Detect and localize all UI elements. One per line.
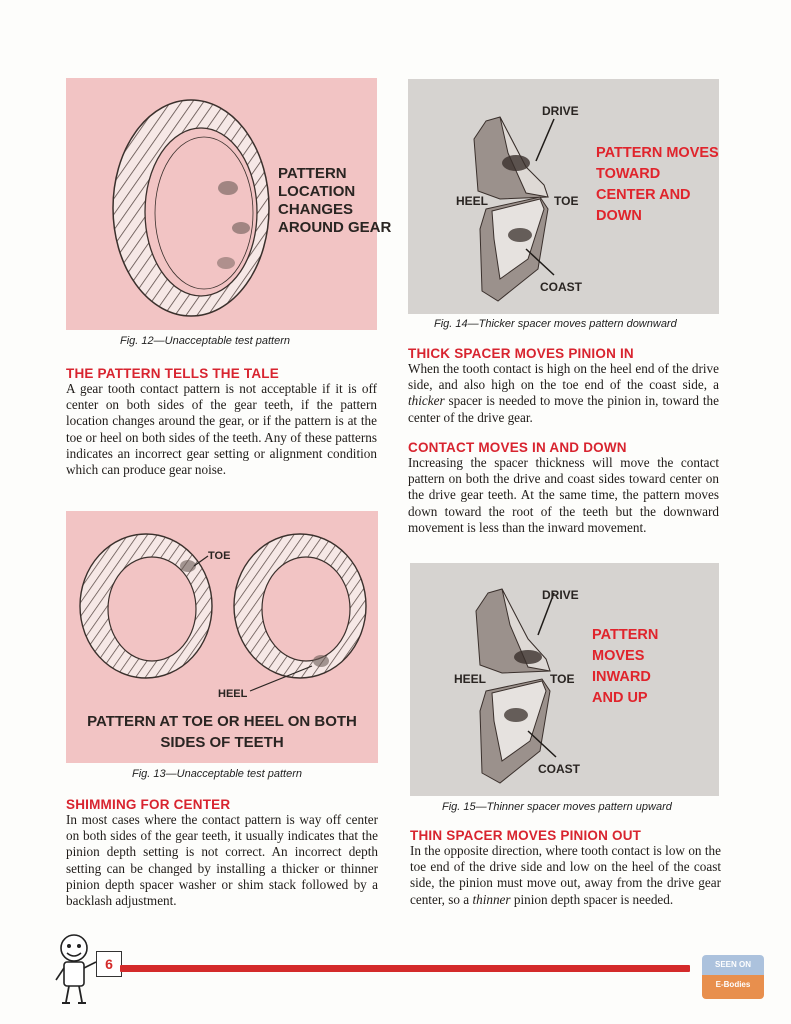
shimming-heading: SHIMMING FOR CENTER [66, 797, 231, 812]
thin-spacer-body-before: In the opposite direction, where tooth contact is low on the toe end of the drive side and low on the heel of the coast side, the pinion must move out, away from the drive gear center, so a [410, 843, 721, 907]
pinion-contact-illustration [408, 79, 719, 314]
thin-spacer-body [410, 843, 721, 908]
ring-gear-illustration [66, 78, 392, 330]
thin-spacer-heading: THIN SPACER MOVES PINION OUT [410, 828, 642, 843]
pattern-tells-heading: THE PATTERN TELLS THE TALE [66, 366, 279, 381]
footer-rule [120, 965, 690, 972]
fig12-caption: Fig. 12—Unacceptable test pattern [120, 335, 290, 347]
thick-spacer-body-after: spacer is needed to move the pinion in, toward the center of the drive gear. [408, 393, 719, 425]
figure-14 [408, 79, 719, 314]
watermark-top: SEEN ON [714, 960, 751, 969]
fig14-red-line-4: DOWN [596, 208, 642, 224]
page-number: 6 [96, 951, 122, 977]
fig15-coast-label: COAST [538, 762, 580, 776]
watermark-bottom: E-Bodies [715, 980, 751, 989]
watermark-logo [702, 955, 764, 999]
fig13-label-line-1: PATTERN AT TOE OR HEEL ON BOTH [87, 713, 357, 730]
fig14-drive-label: DRIVE [542, 104, 579, 118]
pattern-tells-body: A gear tooth contact pattern is not acceptable if it is off center on both sides of the gear teeth, if the pattern location changes around the gear, or if the pattern is at the toe or heel on both sides of the teeth. Any of these patterns indicates an incorrect gear setting or alignment condition which can produce gear noise. [66, 381, 377, 478]
fig12-label-line-2: LOCATION [278, 183, 356, 200]
shimming-body: In most cases where the contact pattern is way off center on both sides of the gear teeth, it usually indicates that the pinion depth setting is not correct. An incorrect depth setting can be changed by installing a thicker or thinner pinion depth spacer washer or shim stack followed by a backlash adjustment. [66, 812, 378, 909]
figure-15 [410, 563, 719, 796]
fig15-caption: Fig. 15—Thinner spacer moves pattern upward [442, 801, 672, 813]
thin-spacer-body-em: thinner [472, 891, 511, 907]
fig15-heel-label: HEEL [454, 672, 487, 686]
fig12-label-line-3: CHANGES [278, 201, 354, 218]
thick-spacer-body [408, 361, 719, 426]
fig14-red-line-2: TOWARD [596, 166, 661, 182]
two-ring-gears-illustration [66, 511, 378, 763]
pinion-contact-illustration-2 [410, 563, 719, 796]
thick-spacer-heading: THICK SPACER MOVES PINION IN [408, 346, 634, 361]
fig15-drive-label: DRIVE [542, 588, 579, 602]
fig14-coast-label: COAST [540, 280, 582, 294]
fig14-toe-label: TOE [554, 194, 579, 208]
thin-spacer-body-after: pinion depth spacer is needed. [510, 891, 674, 907]
fig12-label-line-1: PATTERN [278, 165, 347, 182]
thick-spacer-body-before: When the tooth contact is high on the heel end of the drive side, and also high on the toe end of the coast side, a [408, 361, 719, 393]
fig12-label-line-4: AROUND GEAR [278, 219, 392, 236]
figure-13 [66, 511, 378, 763]
figure-12 [66, 78, 392, 330]
fig15-red-line-1: PATTERN [592, 627, 659, 643]
contact-moves-body: Increasing the spacer thickness will move the contact pattern on both the drive and coast sides toward center on the drive gear teeth. At the same time, the pattern moves down toward the root of the teeth but the downward movement is less than the inward movement. [408, 455, 719, 535]
fig14-red-line-1: PATTERN MOVES [596, 145, 719, 161]
fig14-caption: Fig. 14—Thicker spacer moves pattern downward [434, 318, 677, 330]
fig15-toe-label: TOE [550, 672, 575, 686]
fig15-red-line-4: AND UP [592, 690, 648, 706]
fig13-heel-label: HEEL [218, 688, 248, 700]
fig14-red-line-3: CENTER AND [596, 187, 691, 203]
fig13-label-line-2: SIDES OF TEETH [160, 734, 284, 751]
fig13-toe-label: TOE [208, 550, 231, 562]
fig15-red-line-2: MOVES [592, 648, 645, 664]
fig15-red-line-3: INWARD [592, 669, 651, 685]
fig13-caption: Fig. 13—Unacceptable test pattern [132, 768, 302, 780]
thick-spacer-body-em: thicker [408, 393, 445, 409]
fig14-heel-label: HEEL [456, 194, 489, 208]
contact-moves-heading: CONTACT MOVES IN AND DOWN [408, 440, 627, 455]
